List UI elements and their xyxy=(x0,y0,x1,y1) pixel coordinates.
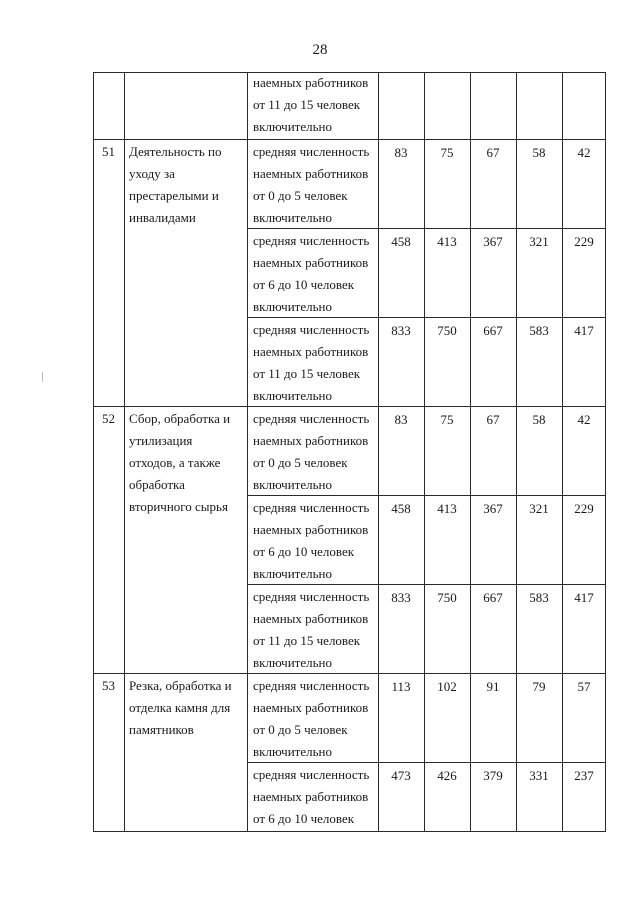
description-line: от 0 до 5 человек xyxy=(253,188,348,203)
description-line: средняя численность xyxy=(253,233,370,248)
value-cell: 413 xyxy=(437,501,457,516)
column-separator xyxy=(470,72,471,832)
value-cell: 667 xyxy=(483,590,503,605)
value-cell: 413 xyxy=(437,234,457,249)
value-cell: 750 xyxy=(437,323,457,338)
value-cell: 229 xyxy=(574,234,594,249)
row-number: 53 xyxy=(102,678,115,693)
description-line: наемных работников xyxy=(253,344,369,359)
description-line: включительно xyxy=(253,299,332,314)
value-cell: 58 xyxy=(532,412,546,427)
value-cell: 113 xyxy=(391,679,411,694)
value-cell: 42 xyxy=(577,412,591,427)
value-cell: 102 xyxy=(437,679,457,694)
page-number: 28 xyxy=(312,42,328,58)
description-line: средняя численность xyxy=(253,411,370,426)
description-line: от 11 до 15 человек xyxy=(253,633,361,648)
row-separator xyxy=(93,406,606,407)
value-cell: 331 xyxy=(529,768,549,783)
column-separator xyxy=(424,72,425,832)
description-line: средняя численность xyxy=(253,767,370,782)
column-separator xyxy=(562,72,563,832)
description-line: включительно xyxy=(253,477,332,492)
value-cell: 75 xyxy=(440,412,454,427)
row-separator xyxy=(93,673,606,674)
table-border-right xyxy=(605,72,606,832)
value-cell: 321 xyxy=(529,234,549,249)
description-line: включительно xyxy=(253,655,332,670)
column-separator xyxy=(124,72,125,832)
description-line: включительно xyxy=(253,119,332,134)
value-cell: 237 xyxy=(574,768,594,783)
value-cell: 583 xyxy=(529,590,549,605)
activity-name: Сбор, обработка и утилизация отходов, а также обработка вторичного сырья xyxy=(129,411,231,514)
value-cell: 67 xyxy=(486,412,500,427)
value-cell: 667 xyxy=(483,323,503,338)
table-border-bottom xyxy=(93,831,606,832)
value-cell: 83 xyxy=(394,145,408,160)
margin-mark xyxy=(42,372,43,382)
description-line: средняя численность xyxy=(253,144,370,159)
description-line: наемных работников xyxy=(253,255,369,270)
value-cell: 833 xyxy=(391,590,411,605)
description-line: наемных работников xyxy=(253,700,369,715)
description-line: средняя численность xyxy=(253,589,370,604)
description-line: от 6 до 10 человек xyxy=(253,544,355,559)
description-line: наемных работников xyxy=(253,433,369,448)
value-cell: 91 xyxy=(486,679,500,694)
value-cell: 79 xyxy=(532,679,546,694)
description-line: включительно xyxy=(253,566,332,581)
column-separator xyxy=(378,72,379,832)
description-line: от 11 до 15 человек xyxy=(253,97,361,112)
value-cell: 426 xyxy=(437,768,457,783)
description-line: наемных работников xyxy=(253,789,369,804)
value-cell: 367 xyxy=(483,234,503,249)
value-cell: 42 xyxy=(577,145,591,160)
value-cell: 417 xyxy=(574,323,594,338)
description-line: средняя численность xyxy=(253,500,370,515)
description-line: включительно xyxy=(253,744,332,759)
value-cell: 583 xyxy=(529,323,549,338)
value-cell: 417 xyxy=(574,590,594,605)
value-cell: 833 xyxy=(391,323,411,338)
description-line: включительно xyxy=(253,210,332,225)
activity-name: Резка, обработка и отделка камня для памятников xyxy=(129,678,232,737)
row-number: 51 xyxy=(102,144,115,159)
value-cell: 75 xyxy=(440,145,454,160)
description-line: от 0 до 5 человек xyxy=(253,455,348,470)
description-line: от 6 до 10 человек xyxy=(253,811,355,826)
description-line: от 6 до 10 человек xyxy=(253,277,355,292)
description-line: средняя численность xyxy=(253,678,370,693)
column-separator xyxy=(516,72,517,832)
value-cell: 57 xyxy=(577,679,591,694)
row-number: 52 xyxy=(102,411,115,426)
description-line: наемных работников xyxy=(253,522,369,537)
value-cell: 58 xyxy=(532,145,546,160)
description-line: включительно xyxy=(253,388,332,403)
value-cell: 229 xyxy=(574,501,594,516)
description-line: от 0 до 5 человек xyxy=(253,722,348,737)
column-separator xyxy=(247,72,248,832)
table-border-left xyxy=(93,72,94,832)
rates-table xyxy=(93,72,606,832)
activity-name: Деятельность по уходу за престарелыми и инвалидами xyxy=(129,144,222,225)
description-line: наемных работников xyxy=(253,166,369,181)
value-cell: 321 xyxy=(529,501,549,516)
value-cell: 83 xyxy=(394,412,408,427)
value-cell: 750 xyxy=(437,590,457,605)
value-cell: 458 xyxy=(391,234,411,249)
description-line: наемных работников xyxy=(253,75,369,90)
value-cell: 458 xyxy=(391,501,411,516)
value-cell: 367 xyxy=(483,501,503,516)
value-cell: 67 xyxy=(486,145,500,160)
value-cell: 473 xyxy=(391,768,411,783)
description-line: от 11 до 15 человек xyxy=(253,366,361,381)
description-line: наемных работников xyxy=(253,611,369,626)
description-line: средняя численность xyxy=(253,322,370,337)
row-separator xyxy=(93,139,606,140)
value-cell: 379 xyxy=(483,768,503,783)
